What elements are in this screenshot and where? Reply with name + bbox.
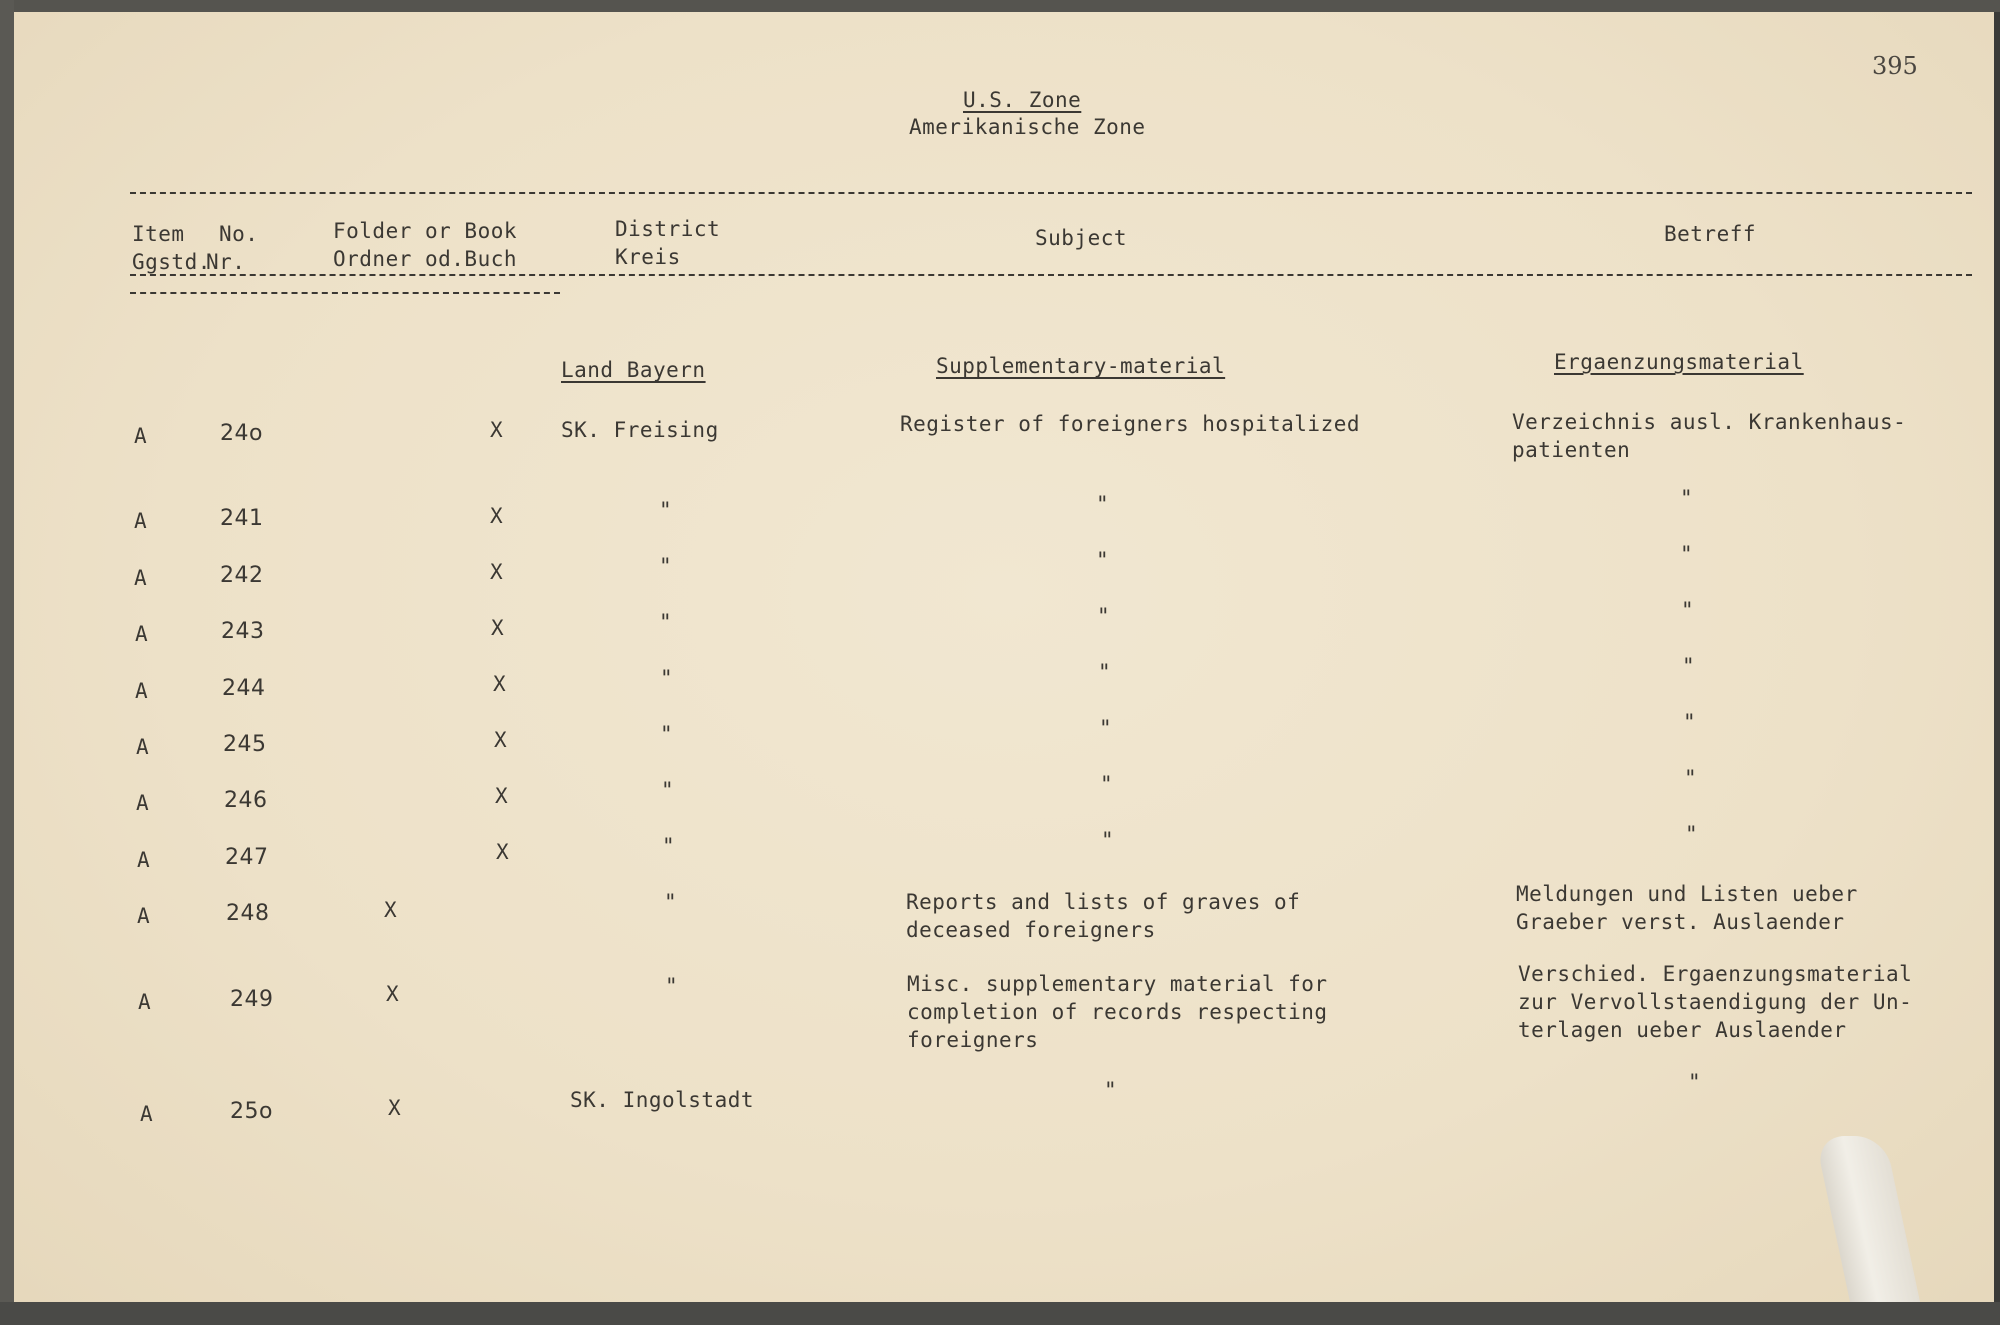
row-248-betreff-line2: Graeber verst. Auslaender: [1516, 910, 1845, 934]
row-249-no: 249: [230, 987, 274, 1012]
col-header-item-de: Ggstd.: [132, 250, 211, 274]
row-247-subject: ": [1101, 828, 1115, 852]
row-248-item: A: [137, 904, 151, 928]
row-247-item: A: [137, 848, 151, 872]
col-header-item-en: Item: [132, 222, 185, 246]
row-250-no: 25o: [230, 1099, 273, 1124]
row-249-subject-line1: Misc. supplementary material for: [907, 972, 1328, 996]
row-241-item: A: [134, 509, 148, 533]
row-248-subject-line2: deceased foreigners: [906, 918, 1156, 942]
row-244-district: ": [660, 666, 674, 690]
row-246-no: 246: [224, 788, 268, 813]
row-247-betreff: ": [1685, 822, 1699, 846]
header-rule-mid: [130, 274, 1972, 276]
row-245-betreff: ": [1683, 710, 1697, 734]
row-243-district: ": [659, 610, 673, 634]
row-250-folder-mark: X: [388, 1096, 402, 1120]
row-240-subject: Register of foreigners hospitalized: [900, 412, 1361, 436]
row-247-district: ": [662, 834, 676, 858]
row-244-no: 244: [222, 676, 266, 701]
row-247-no: 247: [225, 845, 269, 870]
row-246-book-mark: X: [495, 784, 509, 808]
row-240-betreff-line1: Verzeichnis ausl. Krankenhaus-: [1512, 410, 1907, 434]
row-246-subject: ": [1100, 772, 1114, 796]
row-250-betreff: ": [1688, 1070, 1702, 1094]
row-245-book-mark: X: [494, 728, 508, 752]
row-248-subject-line1: Reports and lists of graves of: [906, 890, 1301, 914]
row-247-book-mark: X: [496, 840, 510, 864]
row-242-item: A: [134, 566, 148, 590]
row-243-no: 243: [221, 619, 265, 644]
row-249-betreff-line2: zur Vervollstaendigung der Un-: [1518, 990, 1913, 1014]
row-244-betreff: ": [1682, 654, 1696, 678]
row-244-book-mark: X: [493, 672, 507, 696]
row-249-item: A: [138, 990, 152, 1014]
row-249-betreff-line1: Verschied. Ergaenzungsmaterial: [1518, 962, 1913, 986]
row-243-item: A: [135, 622, 149, 646]
col-header-district-en: District: [615, 217, 721, 241]
document-page: [14, 12, 1994, 1302]
row-240-district: SK. Freising: [561, 418, 719, 442]
row-242-book-mark: X: [490, 560, 504, 584]
col-header-betreff: Betreff: [1664, 222, 1757, 246]
zone-subtitle: Amerikanische Zone: [909, 115, 1146, 139]
page-clip: [1815, 1136, 1928, 1302]
scan-bottom-edge: [0, 1302, 2000, 1325]
col-header-folder-en: Folder or Book: [333, 219, 518, 243]
row-246-item: A: [136, 791, 150, 815]
row-246-betreff: ": [1684, 766, 1698, 790]
row-249-subject-line3: foreigners: [907, 1028, 1039, 1052]
col-header-district-de: Kreis: [615, 245, 681, 269]
row-249-betreff-line3: terlagen ueber Auslaender: [1518, 1018, 1847, 1042]
row-242-district: ": [659, 554, 673, 578]
row-246-district: ": [661, 778, 675, 802]
row-249-district: ": [665, 974, 679, 998]
col-header-no-en: No.: [219, 222, 259, 246]
row-250-item: A: [140, 1102, 154, 1126]
row-250-subject: ": [1104, 1078, 1118, 1102]
section-subject: Supplementary-material: [936, 354, 1226, 378]
row-242-betreff: ": [1680, 542, 1694, 566]
col-header-no-de: Nr.: [206, 250, 246, 274]
row-244-subject: ": [1098, 660, 1112, 684]
row-248-district: ": [664, 890, 678, 914]
row-241-subject: ": [1096, 492, 1110, 516]
row-248-no: 248: [226, 901, 270, 926]
col-header-subject: Subject: [1035, 226, 1128, 250]
row-244-item: A: [135, 679, 149, 703]
col-header-folder-de: Ordner od.Buch: [333, 247, 518, 271]
row-243-subject: ": [1097, 604, 1111, 628]
row-241-betreff: ": [1680, 486, 1694, 510]
row-240-item: A: [134, 424, 148, 448]
row-240-no: 24o: [220, 421, 263, 446]
section-betreff: Ergaenzungsmaterial: [1554, 350, 1804, 374]
row-245-subject: ": [1099, 716, 1113, 740]
row-240-betreff-line2: patienten: [1512, 438, 1631, 462]
row-249-folder-mark: X: [386, 982, 400, 1006]
header-rule-top: [130, 192, 1972, 194]
row-250-district: SK. Ingolstadt: [570, 1088, 755, 1112]
row-242-subject: ": [1096, 548, 1110, 572]
book-binding: [0, 0, 14, 1325]
row-245-no: 245: [223, 732, 267, 757]
row-242-no: 242: [220, 563, 264, 588]
scan-top-edge: [0, 0, 2000, 12]
row-248-betreff-line1: Meldungen und Listen ueber: [1516, 882, 1858, 906]
row-245-item: A: [136, 735, 150, 759]
row-243-betreff: ": [1681, 598, 1695, 622]
section-land: Land Bayern: [561, 358, 706, 382]
row-243-book-mark: X: [491, 616, 505, 640]
row-248-folder-mark: X: [384, 898, 398, 922]
header-rule-bottom: [130, 292, 560, 294]
row-241-no: 241: [220, 506, 264, 531]
row-245-district: ": [660, 722, 674, 746]
zone-title: U.S. Zone: [963, 88, 1082, 112]
row-241-book-mark: X: [490, 504, 504, 528]
row-249-subject-line2: completion of records respecting: [907, 1000, 1328, 1024]
row-241-district: ": [659, 498, 673, 522]
row-240-book-mark: X: [490, 418, 504, 442]
page-number: 395: [1872, 52, 1918, 80]
